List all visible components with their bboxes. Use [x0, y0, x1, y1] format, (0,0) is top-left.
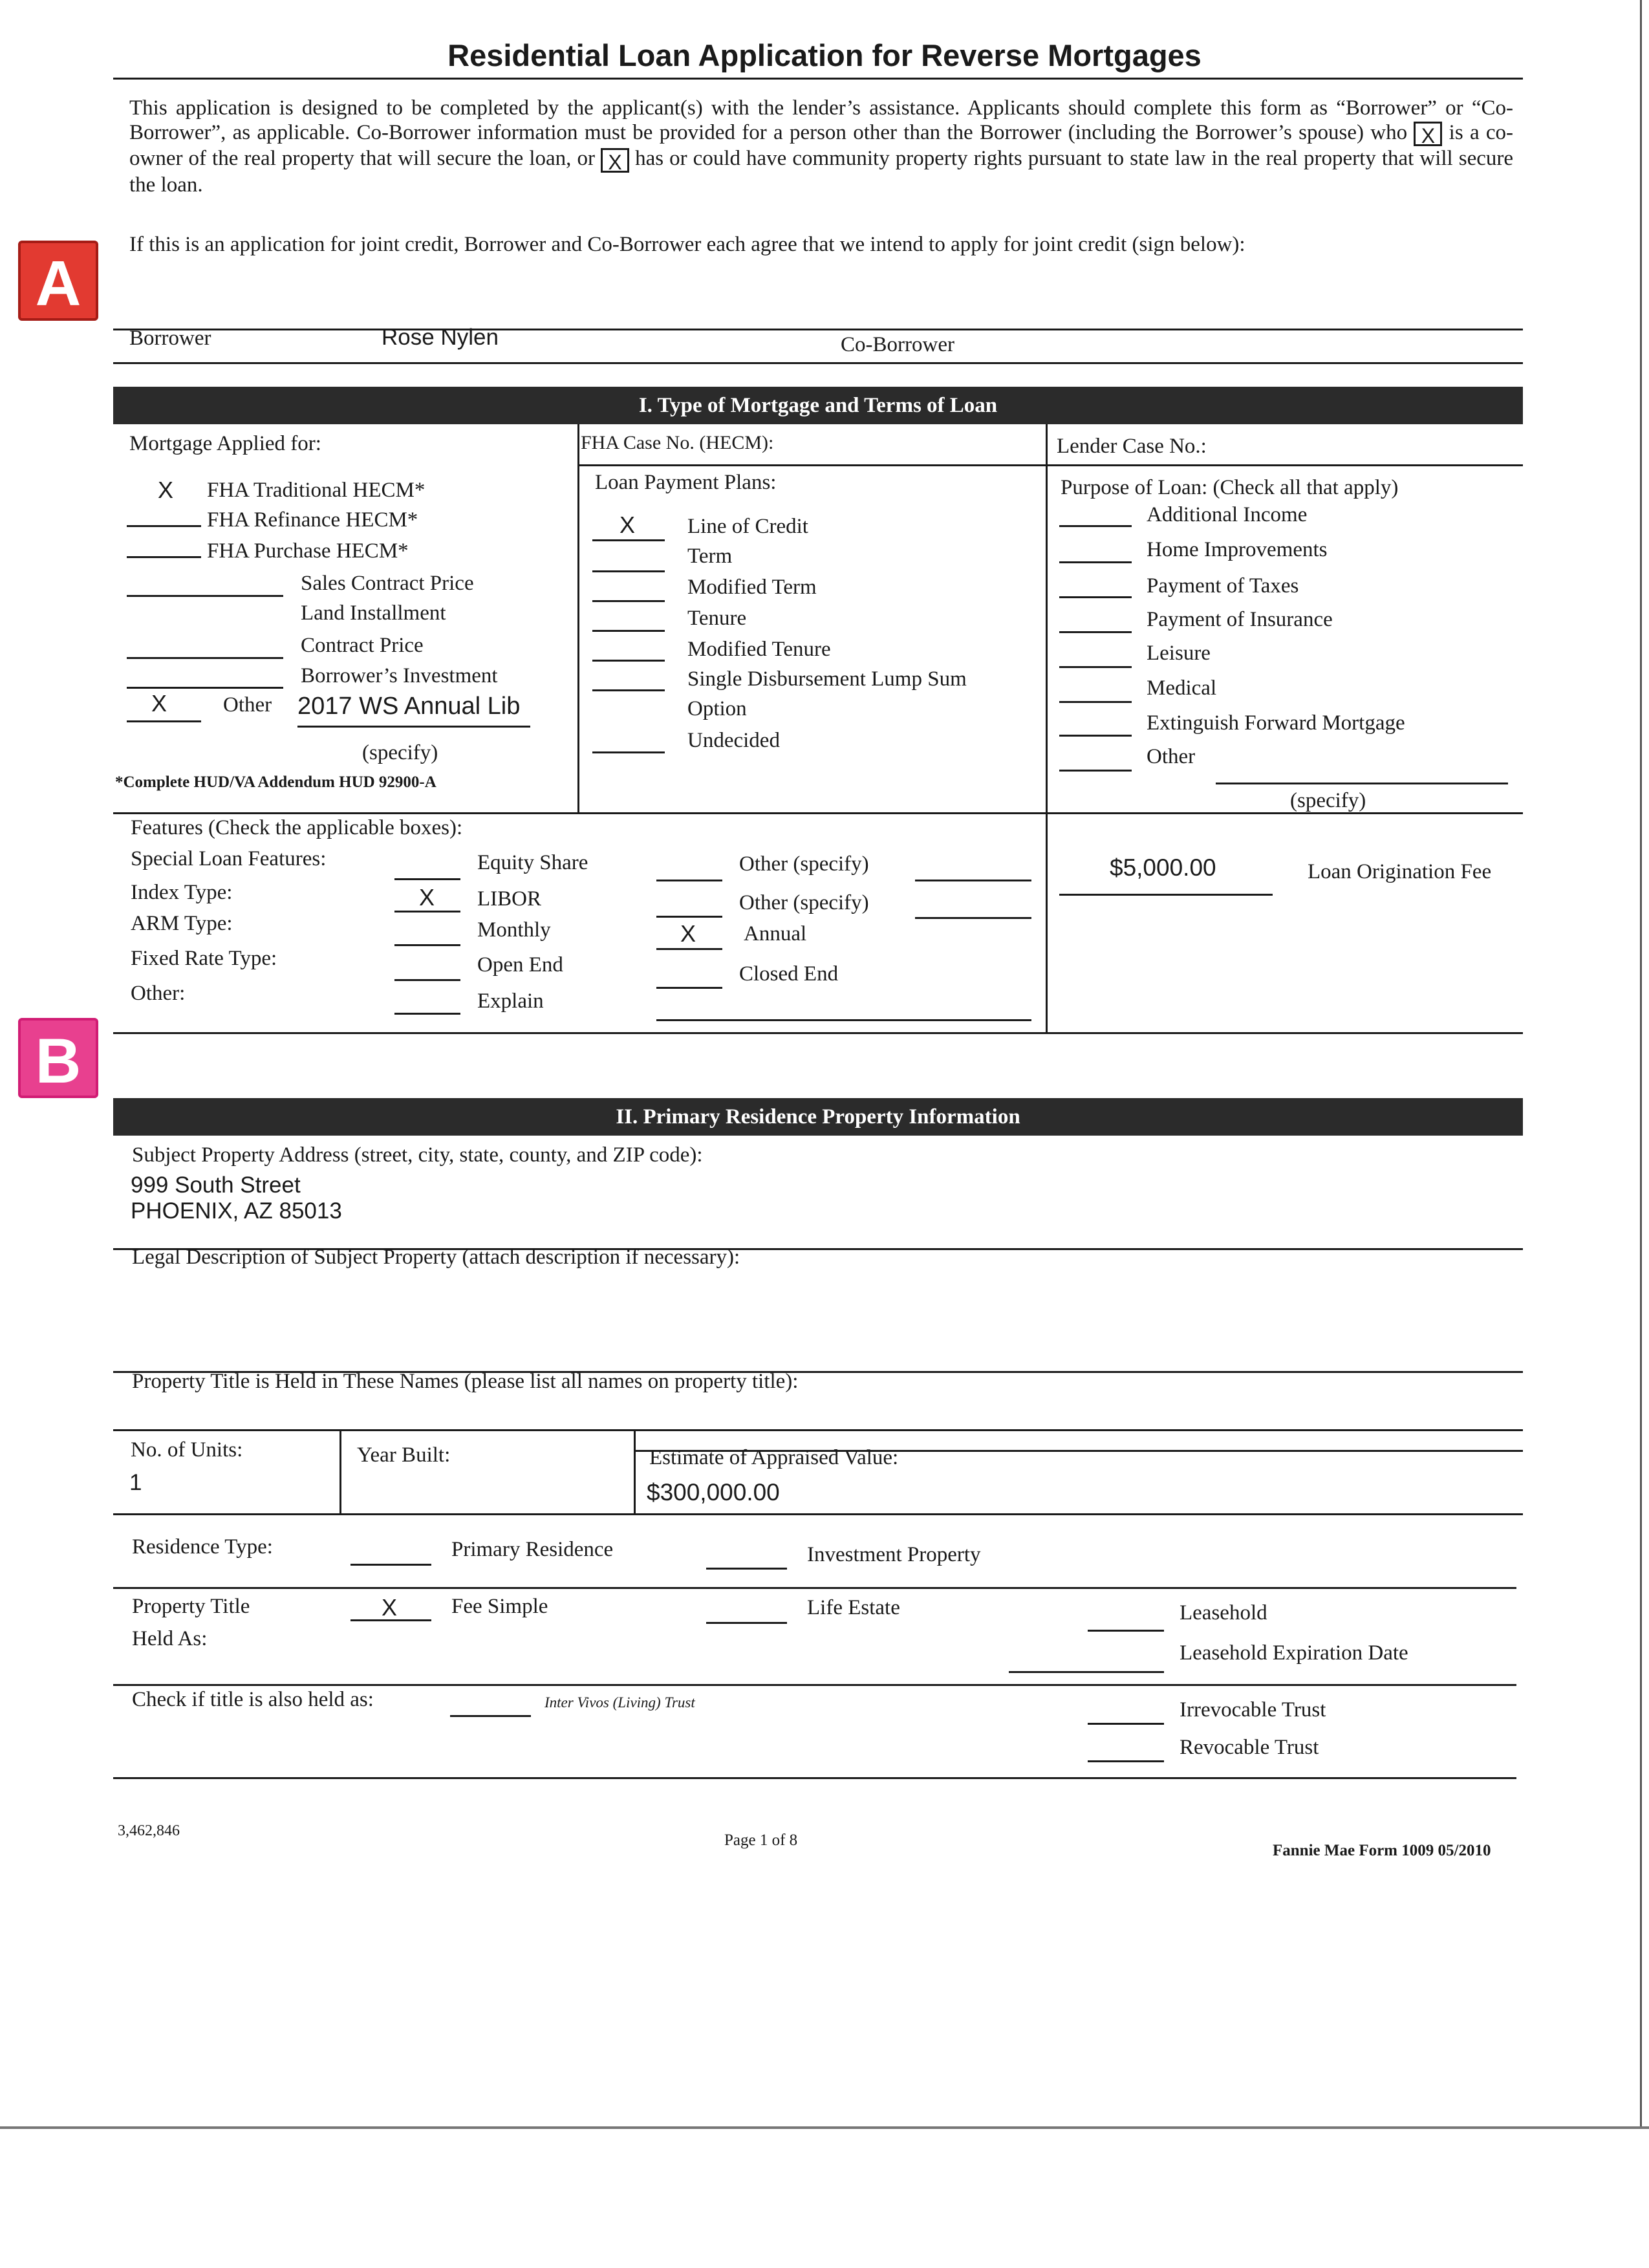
leasehold-blank[interactable]	[1088, 1630, 1164, 1632]
coborrower-label: Co-Borrower	[841, 333, 954, 356]
home-improvements-blank[interactable]	[1059, 561, 1132, 563]
section-1-header: I. Type of Mortgage and Terms of Loan	[113, 387, 1523, 424]
extinguish-label: Extinguish Forward Mortgage	[1147, 711, 1405, 735]
irrevocable-label: Irrevocable Trust	[1180, 1698, 1326, 1722]
fha-refinance-label: FHA Refinance HECM*	[207, 508, 418, 532]
fha-refinance-blank[interactable]	[127, 525, 201, 527]
other-mortgage-value[interactable]: 2017 WS Annual Lib	[297, 693, 521, 720]
intro-text-1: This application is designed to be completed by the applicant(s) with the lender’s assistance. Applicants should complete this form as “Borrower” or “Co-Borrower”, as applicable. Co-Borrower information must be provided for a person other than the Borrower (including the Borrower’s spouse) who	[129, 96, 1513, 144]
annual-label: Annual	[744, 922, 807, 945]
payment-taxes-blank[interactable]	[1059, 596, 1132, 598]
section-1-subheader-rule	[577, 464, 1523, 466]
fha-case-label: FHA Case No. (HECM):	[581, 432, 774, 453]
investment-property-blank[interactable]	[706, 1568, 787, 1570]
tenure-label: Tenure	[687, 607, 747, 630]
fee-simple-mark[interactable]: X	[382, 1594, 398, 1621]
explain-blank[interactable]	[394, 1013, 460, 1015]
undecided-blank[interactable]	[592, 751, 665, 753]
title-held-label-1: Property Title	[132, 1595, 250, 1618]
tenure-blank[interactable]	[592, 630, 665, 632]
section-1-mid-rule	[113, 812, 1523, 814]
fha-purchase-blank[interactable]	[127, 556, 201, 558]
medical-label: Medical	[1147, 676, 1217, 700]
explain-label: Explain	[477, 989, 544, 1013]
life-estate-blank[interactable]	[706, 1622, 787, 1624]
land-installment-label: Land Installment	[301, 601, 446, 625]
other-mortgage-label: Other	[223, 693, 272, 717]
contract-price-blank[interactable]	[127, 657, 283, 659]
other-specify-2-line[interactable]	[915, 917, 1031, 919]
fixed-rate-type-label: Fixed Rate Type:	[131, 947, 277, 970]
scan-edge-bottom	[0, 2126, 1649, 2129]
lump-sum-label: Single Disbursement Lump Sum	[687, 667, 967, 691]
fee-simple-blank	[350, 1619, 431, 1621]
open-end-label: Open End	[477, 953, 563, 977]
monthly-blank[interactable]	[394, 944, 460, 946]
co-owner-checkbox[interactable]: X	[1414, 122, 1442, 146]
scan-edge-right	[1640, 0, 1642, 2128]
sales-contract-label: Sales Contract Price	[301, 572, 474, 595]
form-title: Residential Loan Application for Reverse Mortgages	[447, 38, 1202, 72]
annual-blank	[656, 948, 722, 950]
additional-income-label: Additional Income	[1147, 503, 1308, 526]
section-1-divider-1	[577, 424, 579, 812]
other-mortgage-mark[interactable]: X	[151, 690, 167, 717]
origination-fee-label: Loan Origination Fee	[1308, 860, 1492, 883]
title-held-label-2: Held As:	[132, 1627, 208, 1650]
other-mortgage-value-rule	[297, 726, 530, 728]
title-names-label: Property Title is Held in These Names (please list all names on property title):	[132, 1370, 799, 1393]
section-2-bottom-rule	[113, 1777, 1516, 1779]
other-specify-1-blank[interactable]	[656, 880, 722, 881]
purpose-other-label: Other	[1147, 745, 1196, 768]
also-held-label: Check if title is also held as:	[132, 1688, 374, 1711]
annual-mark[interactable]: X	[680, 920, 696, 947]
payment-insurance-label: Payment of Insurance	[1147, 608, 1333, 631]
line-of-credit-label: Line of Credit	[687, 515, 808, 538]
borrower-investment-label: Borrower’s Investment	[301, 664, 498, 687]
title-rule	[113, 78, 1523, 80]
medical-blank[interactable]	[1059, 701, 1132, 703]
modified-term-blank[interactable]	[592, 600, 665, 602]
other-specify-2-blank[interactable]	[656, 916, 722, 918]
inter-vivos-blank[interactable]	[450, 1715, 531, 1717]
borrower-investment-blank[interactable]	[127, 687, 283, 689]
residence-type-label: Residence Type:	[132, 1535, 273, 1559]
leasehold-exp-label: Leasehold Expiration Date	[1180, 1641, 1408, 1665]
open-end-blank[interactable]	[394, 979, 460, 981]
title-held-rule	[113, 1684, 1516, 1686]
closed-end-label: Closed End	[739, 962, 839, 986]
intro-text-3: has or could have community property rights pursuant to state law in the real property that will secure the loan.	[129, 147, 1514, 197]
title-names-rule	[113, 1429, 1523, 1431]
hud-addendum-note: *Complete HUD/VA Addendum HUD 92900-A	[115, 773, 436, 791]
home-improvements-label: Home Improvements	[1147, 538, 1328, 561]
address-label: Subject Property Address (street, city, state, county, and ZIP code):	[132, 1143, 703, 1167]
primary-residence-label: Primary Residence	[451, 1538, 614, 1561]
legal-description-label: Legal Description of Subject Property (attach description if necessary):	[132, 1246, 740, 1269]
other-specify-1-line[interactable]	[915, 880, 1031, 881]
extinguish-blank[interactable]	[1059, 735, 1132, 737]
life-estate-label: Life Estate	[807, 1596, 900, 1619]
term-label: Term	[687, 545, 733, 568]
closed-end-blank[interactable]	[656, 987, 722, 989]
purpose-other-blank[interactable]	[1059, 770, 1132, 772]
section-2-header: II. Primary Residence Property Information	[113, 1098, 1523, 1136]
term-blank[interactable]	[592, 570, 665, 572]
libor-blank	[394, 911, 460, 913]
intro-text-2: is a co-owner of the real property that will secure the loan, or	[129, 121, 1514, 171]
fha-traditional-label: FHA Traditional HECM*	[207, 479, 426, 502]
other-specify-2-label: Other (specify)	[739, 891, 869, 914]
modified-term-label: Modified Term	[687, 576, 817, 599]
year-divider	[634, 1431, 636, 1513]
units-rule-bottom	[113, 1513, 1523, 1515]
lump-sum-blank[interactable]	[592, 689, 665, 691]
appraised-value-label: Estimate of Appraised Value:	[649, 1446, 899, 1469]
form-number: Fannie Mae Form 1009 05/2010	[1273, 1842, 1491, 1859]
borrower-name[interactable]: Rose Nylen	[382, 325, 499, 350]
address-line-2[interactable]: PHOENIX, AZ 85013	[131, 1198, 342, 1224]
origination-fee-rule	[1059, 894, 1273, 896]
section-1-bottom-rule	[113, 1032, 1523, 1034]
lender-case-label: Lender Case No.:	[1057, 435, 1207, 458]
features-label: Features (Check the applicable boxes):	[131, 816, 463, 839]
line-of-credit-mark[interactable]: X	[620, 512, 636, 538]
libor-mark[interactable]: X	[419, 884, 435, 911]
badge-b: B	[18, 1018, 98, 1098]
fee-simple-label: Fee Simple	[451, 1595, 548, 1618]
other-specify-label: (specify)	[362, 741, 438, 764]
units-divider	[339, 1431, 341, 1513]
borrower-label: Borrower	[129, 327, 211, 350]
year-built-label: Year Built:	[357, 1443, 451, 1467]
leasehold-exp-blank[interactable]	[1009, 1671, 1164, 1673]
residence-rule	[113, 1587, 1516, 1589]
section-1-divider-2	[1046, 424, 1048, 1032]
fha-purchase-label: FHA Purchase HECM*	[207, 539, 409, 563]
explain-line[interactable]	[656, 1019, 1031, 1021]
units-value[interactable]: 1	[129, 1470, 142, 1495]
contract-price-label: Contract Price	[301, 634, 424, 657]
payment-plans-label: Loan Payment Plans:	[595, 471, 777, 494]
monthly-label: Monthly	[477, 918, 551, 942]
leisure-blank[interactable]	[1059, 666, 1132, 668]
purpose-label: Purpose of Loan: (Check all that apply)	[1061, 476, 1399, 499]
inter-vivos-label: Inter Vivos (Living) Trust	[544, 1694, 695, 1711]
appraised-value[interactable]: $300,000.00	[647, 1479, 780, 1506]
modified-tenure-label: Modified Tenure	[687, 638, 831, 661]
purpose-specify-label: (specify)	[1290, 789, 1366, 812]
document-number: 3,462,846	[118, 1822, 180, 1839]
payment-taxes-label: Payment of Taxes	[1147, 574, 1299, 598]
line-of-credit-blank	[592, 539, 665, 541]
origination-fee-value[interactable]: $5,000.00	[1110, 854, 1216, 881]
mortgage-applied-label: Mortgage Applied for:	[129, 432, 321, 455]
leisure-label: Leisure	[1147, 642, 1211, 665]
undecided-label: Undecided	[687, 729, 780, 752]
other-specify-1-label: Other (specify)	[739, 852, 869, 876]
revocable-blank[interactable]	[1088, 1760, 1164, 1762]
additional-income-blank[interactable]	[1059, 525, 1132, 527]
other-mortgage-blank	[127, 720, 201, 722]
investment-property-label: Investment Property	[807, 1543, 981, 1566]
option-label: Option	[687, 697, 747, 720]
revocable-label: Revocable Trust	[1180, 1736, 1319, 1759]
purpose-other-specify-line[interactable]	[1216, 783, 1508, 784]
community-property-checkbox[interactable]: X	[601, 148, 629, 173]
fha-traditional-mark[interactable]: X	[158, 477, 174, 503]
intro-paragraph	[129, 96, 1513, 197]
units-label: No. of Units:	[131, 1438, 243, 1462]
page-number: Page 1 of 8	[724, 1831, 798, 1849]
modified-tenure-blank[interactable]	[592, 660, 665, 662]
index-type-label: Index Type:	[131, 881, 233, 904]
equity-share-blank[interactable]	[394, 878, 460, 880]
arm-type-label: ARM Type:	[131, 912, 233, 935]
libor-label: LIBOR	[477, 887, 541, 911]
signature-rule-top	[113, 329, 1523, 330]
special-loan-features-label: Special Loan Features:	[131, 847, 327, 870]
primary-residence-blank[interactable]	[350, 1564, 431, 1566]
irrevocable-blank[interactable]	[1088, 1723, 1164, 1725]
signature-rule-bottom	[113, 362, 1523, 364]
leasehold-label: Leasehold	[1180, 1601, 1267, 1625]
joint-credit-text: If this is an application for joint credit, Borrower and Co-Borrower each agree that we intend to apply for joint credit (sign below):	[129, 233, 1245, 256]
features-other-label: Other:	[131, 982, 186, 1005]
equity-share-label: Equity Share	[477, 851, 588, 874]
sales-contract-blank[interactable]	[127, 595, 283, 597]
payment-insurance-blank[interactable]	[1059, 631, 1132, 633]
badge-a: A	[18, 241, 98, 321]
address-line-1[interactable]: 999 South Street	[131, 1172, 301, 1198]
